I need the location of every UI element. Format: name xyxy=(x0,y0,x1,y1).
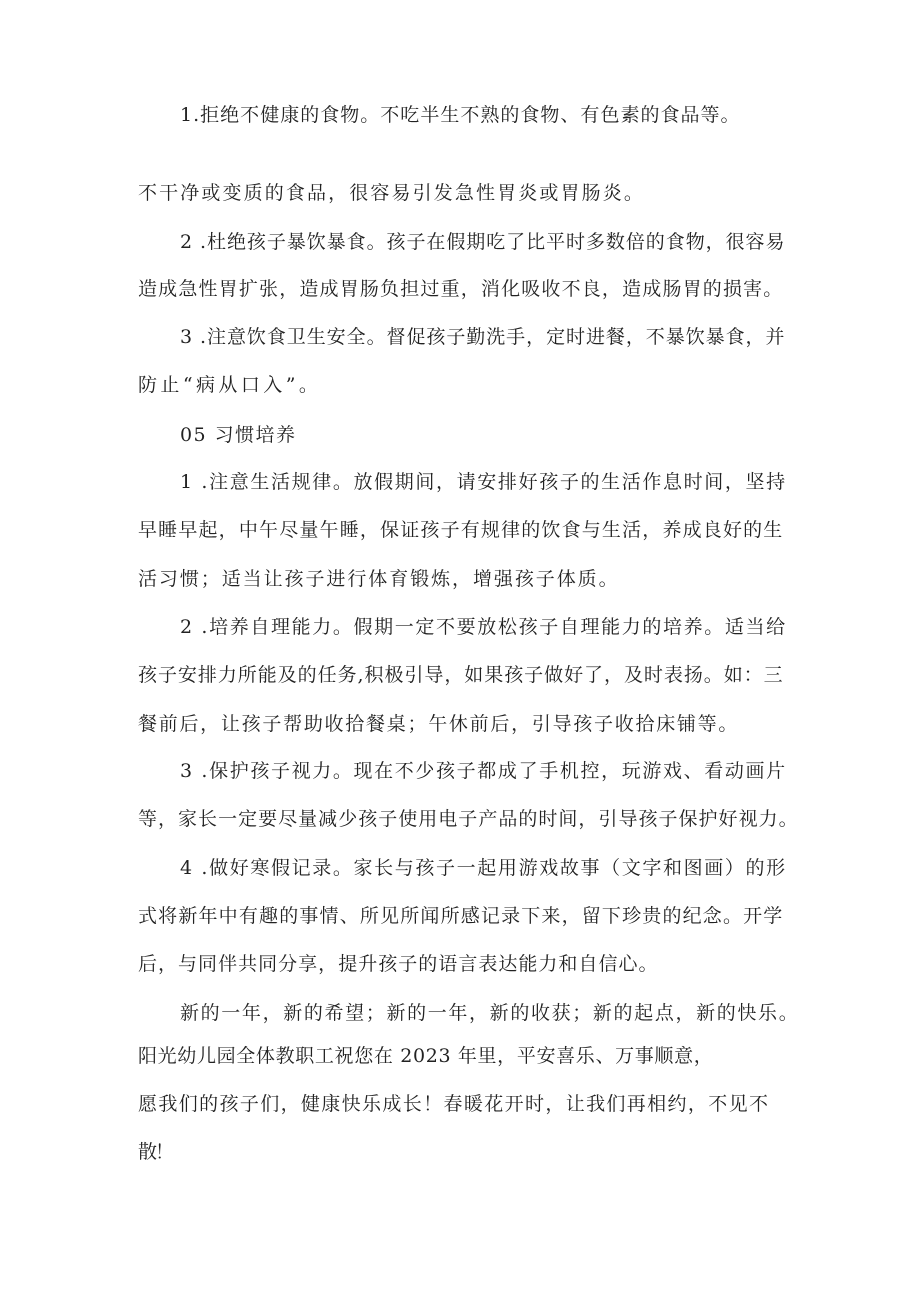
text-line: 孩子安排力所能及的任务,积极引导，如果孩子做好了，及时表扬。如：三 xyxy=(138,664,784,686)
text-line: 新的一年，新的希望；新的一年，新的收获；新的起点，新的快乐。 xyxy=(180,1002,800,1024)
text-line: 4 .做好寒假记录。家长与孩子一起用游戏故事（文字和图画）的形 xyxy=(180,857,787,879)
text-line: 散！ xyxy=(138,1141,173,1163)
text-line: 阳光幼儿园全体教职工祝您在 2023 年里，平安喜乐、万事顺意， xyxy=(138,1045,714,1067)
text-line: 2 .培养自理能力。假期一定不要放松孩子自理能力的培养。适当给 xyxy=(180,616,787,638)
text-line: 3 .保护孩子视力。现在不少孩子都成了手机控，玩游戏、看动画片 xyxy=(180,760,787,782)
text-line: 1.拒绝不健康的食物。不吃半生不熟的食物、有色素的食品等。 xyxy=(180,104,741,126)
text-line: 愿我们的孩子们，健康快乐成长！春暖花开时，让我们再相约，不见不 xyxy=(138,1093,770,1115)
section-heading: 05 习惯培养 xyxy=(180,424,297,446)
text-line: 餐前后，让孩子帮助收拾餐桌；午休前后，引导孩子收拾床铺等。 xyxy=(138,713,740,735)
text-line: 1 .注意生活规律。放假期间，请安排好孩子的生活作息时间，坚持 xyxy=(180,471,787,493)
text-line: 造成急性胃扩张，造成胃肠负担过重，消化吸收不良，造成肠胃的损害。 xyxy=(138,278,784,300)
text-line: 活习惯；适当让孩子进行体育锻炼，增强孩子体质。 xyxy=(138,568,620,590)
text-line: 3 .注意饮食卫生安全。督促孩子勤洗手，定时进餐，不暴饮暴食，并 xyxy=(180,326,786,348)
text-line: 防止“病从口入”。 xyxy=(138,374,322,396)
text-line: 早睡早起，中午尽量午睡，保证孩子有规律的饮食与生活，养成良好的生 xyxy=(138,519,784,541)
text-line: 不干净或变质的食品，很容易引发急性胃炎或胃肠炎。 xyxy=(138,182,646,204)
text-line: 2 .杜绝孩子暴饮暴食。孩子在假期吃了比平时多数倍的食物，很容易 xyxy=(180,231,786,253)
text-line: 等，家长一定要尽量减少孩子使用电子产品的时间，引导孩子保护好视力。 xyxy=(138,808,799,830)
text-line: 后，与同伴共同分享，提升孩子的语言表达能力和自信心。 xyxy=(138,953,659,975)
text-line: 式将新年中有趣的事情、所见所闻所感记录下来，留下珍贵的纪念。开学 xyxy=(138,905,784,927)
